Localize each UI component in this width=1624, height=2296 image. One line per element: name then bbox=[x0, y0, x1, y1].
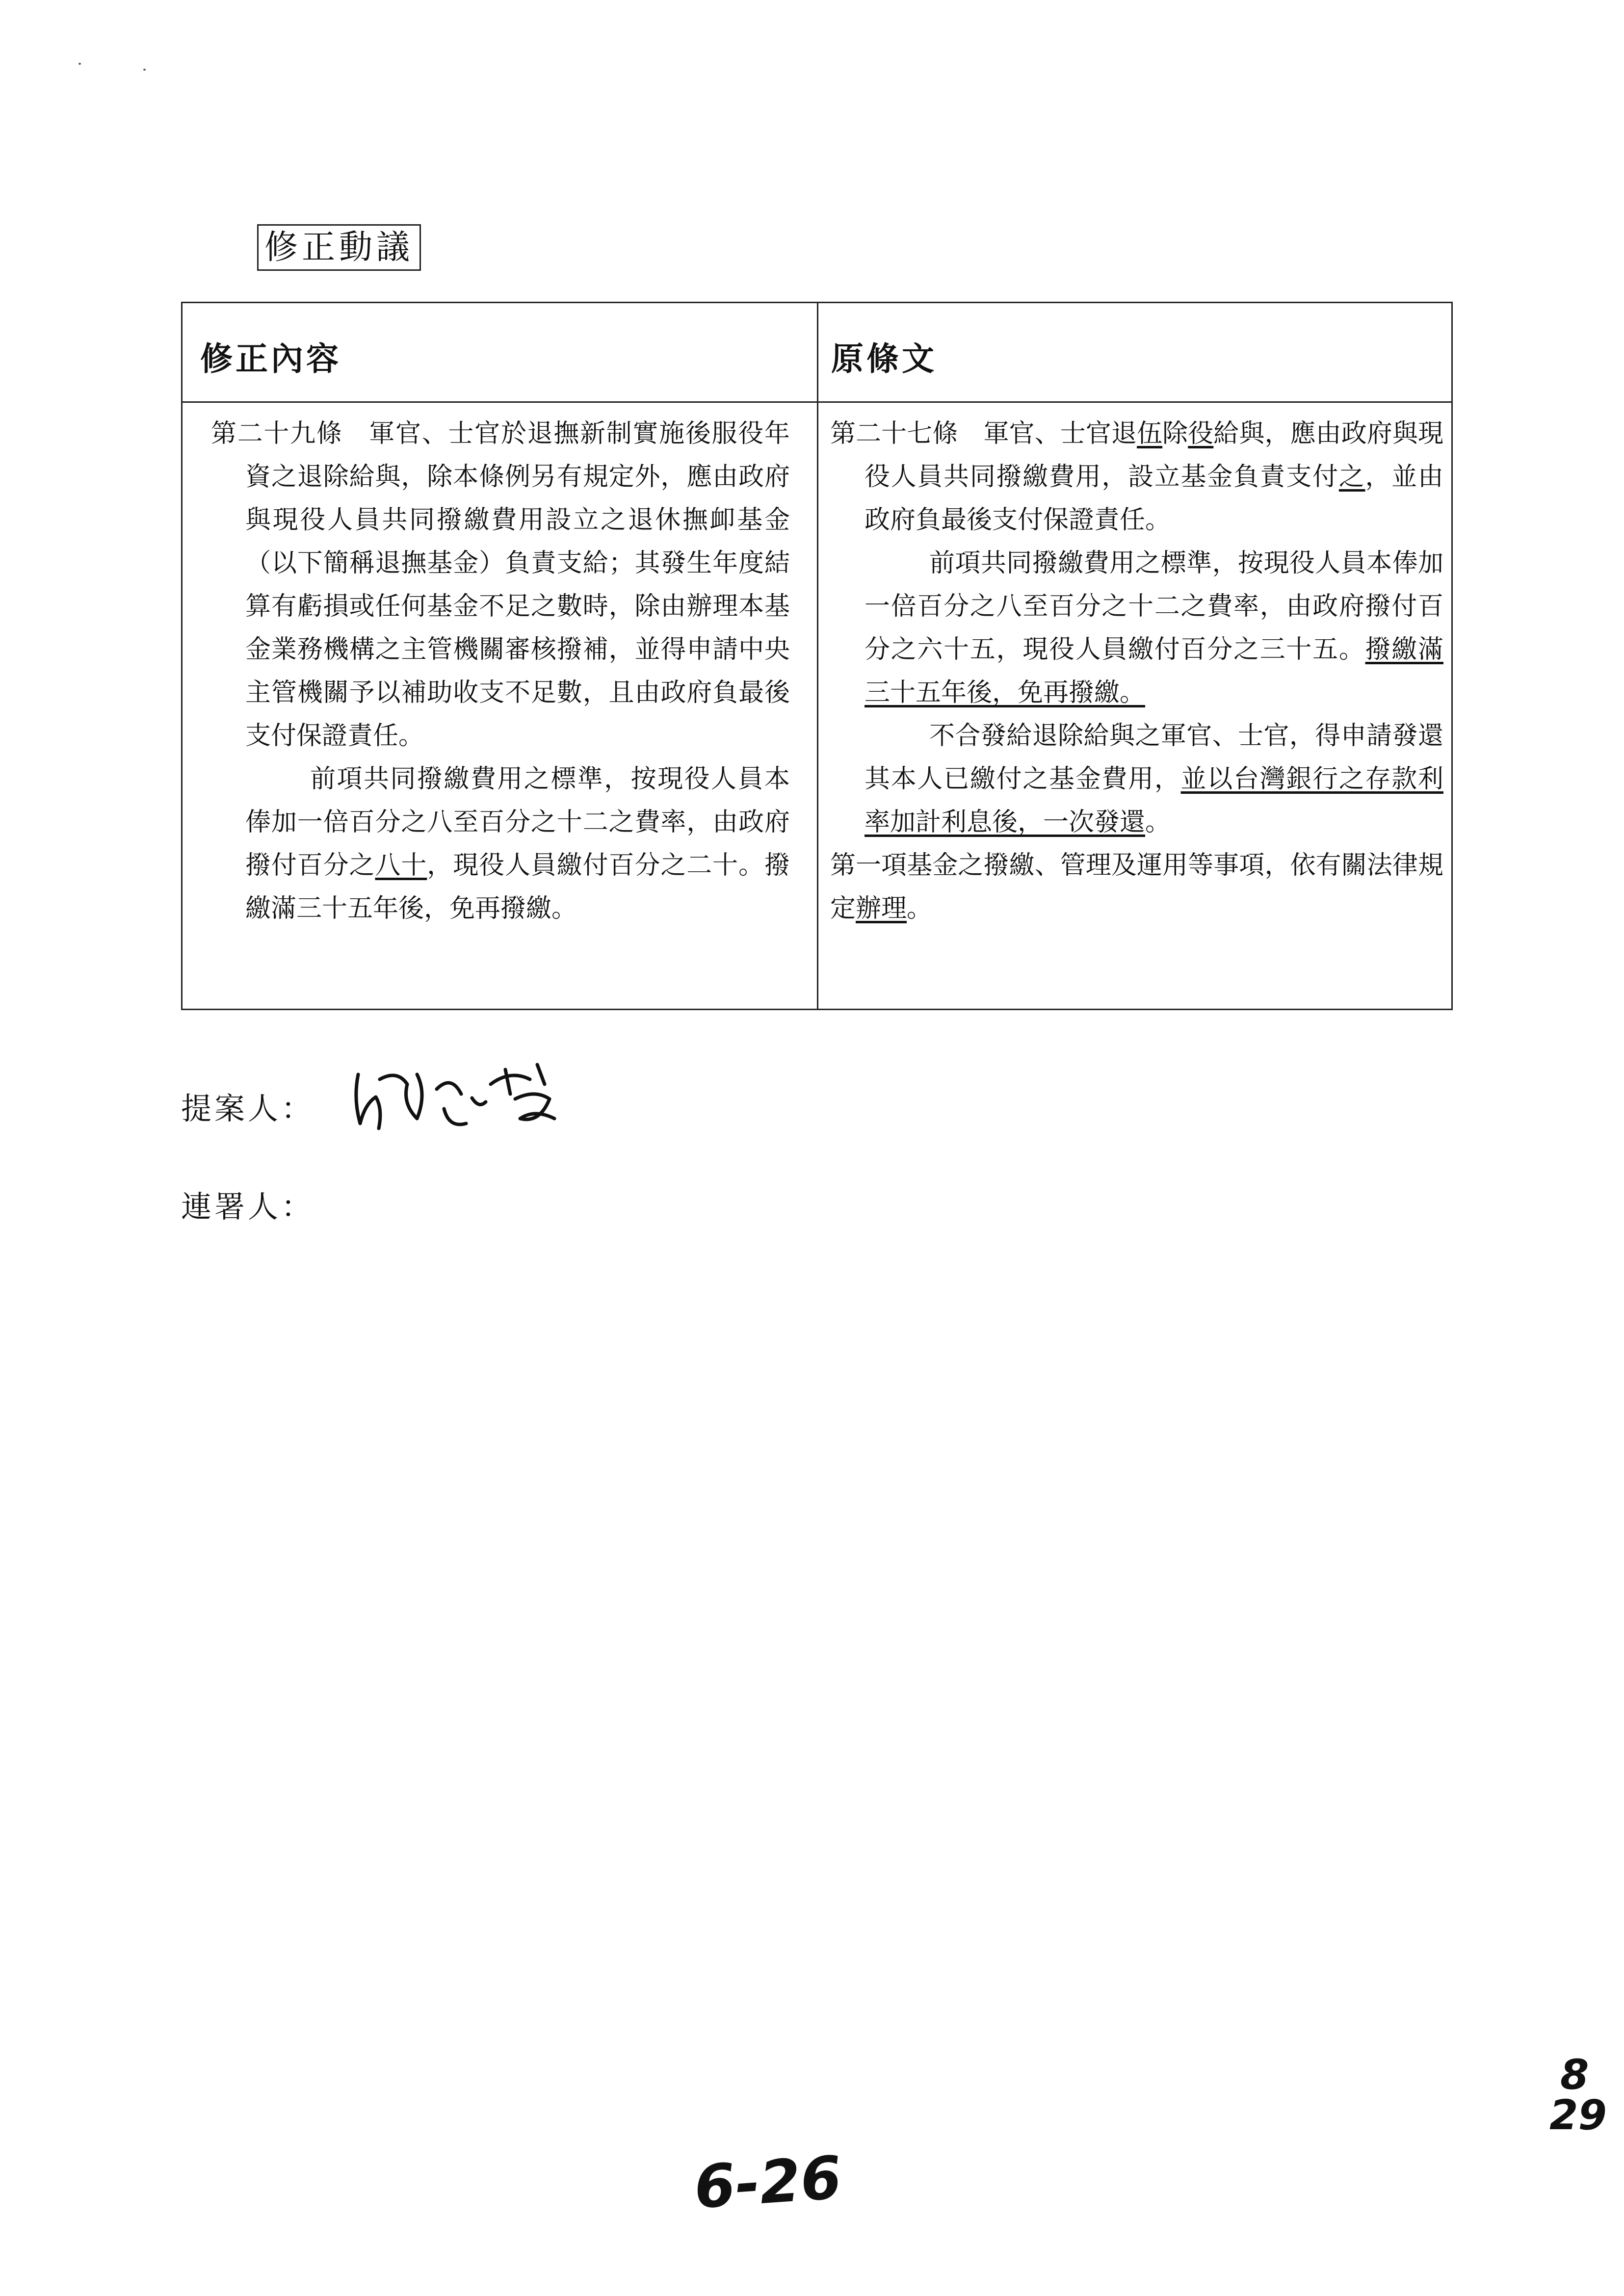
amended-underlined-text: 八十 bbox=[375, 851, 427, 880]
proposer-signature bbox=[343, 1055, 579, 1138]
original-article-paragraph: 第二十七條 軍官、士官退伍除役給與，應由政府與現役人員共同撥繳費用，設立基金負責支付之，並由政府負最後支付保證責任。 bbox=[830, 419, 1443, 535]
original-refund-paragraph: 不合發給退除給與之軍官、士官，得申請發還其本人已繳付之基金費用，並以台灣銀行之存款利率加計利息後，一次發還。 bbox=[864, 721, 1443, 837]
handwritten-margin-number-bottom: 29 bbox=[1549, 2091, 1607, 2139]
original-contribution-paragraph: 前項共同撥繳費用之標準，按現役人員本俸加一倍百分之八至百分之十二之費率，由政府撥付百分之六十五，現役人員繳付百分之三十五。撥繳滿三十五年後，免再撥繳。 bbox=[864, 548, 1443, 707]
handwritten-page-number: 6-26 bbox=[692, 2143, 844, 2222]
left-column-header: 修正內容 bbox=[200, 340, 341, 378]
amended-article-paragraph: 第二十九條 軍官、士官於退撫新制實施後服役年資之退除給與，除本條例另有規定外，應由政府與現役人員共同撥繳費用設立之退休撫卹基金（以下簡稱退撫基金）負責支給；其發生年度結算有虧損或任何基金不足之數時，除由辦理本基金業務機構之主管機關審核撥補，並得申請中央主管機關予以補助收支不足數，且由政府負最後支付保證責任。 bbox=[211, 419, 790, 751]
scan-speck bbox=[79, 63, 81, 65]
comparison-table bbox=[181, 302, 1453, 1010]
original-text-cell bbox=[830, 412, 1443, 930]
cosigner-label: 連署人： bbox=[181, 1189, 315, 1225]
original-fund-management-paragraph: 第一項基金之撥繳、管理及運用等事項，依有關法律規定辦理。 bbox=[830, 851, 1443, 923]
scan-speck bbox=[143, 69, 146, 71]
amended-content-cell bbox=[211, 412, 790, 930]
right-column-header: 原條文 bbox=[831, 340, 937, 378]
handwritten-margin-number-top: 8 bbox=[1560, 2051, 1589, 2099]
document-title-box: 修正動議 bbox=[257, 224, 421, 271]
amended-contribution-paragraph: 前項共同撥繳費用之標準，按現役人員本俸加一倍百分之八至百分之十二之費率，由政府撥付百分之八十，現役人員繳付百分之二十。撥繳滿三十五年後，免再撥繳。 bbox=[245, 764, 790, 923]
proposer-label: 提案人： bbox=[181, 1091, 315, 1126]
table-column-divider bbox=[817, 303, 818, 1009]
table-header-divider bbox=[183, 401, 1451, 403]
